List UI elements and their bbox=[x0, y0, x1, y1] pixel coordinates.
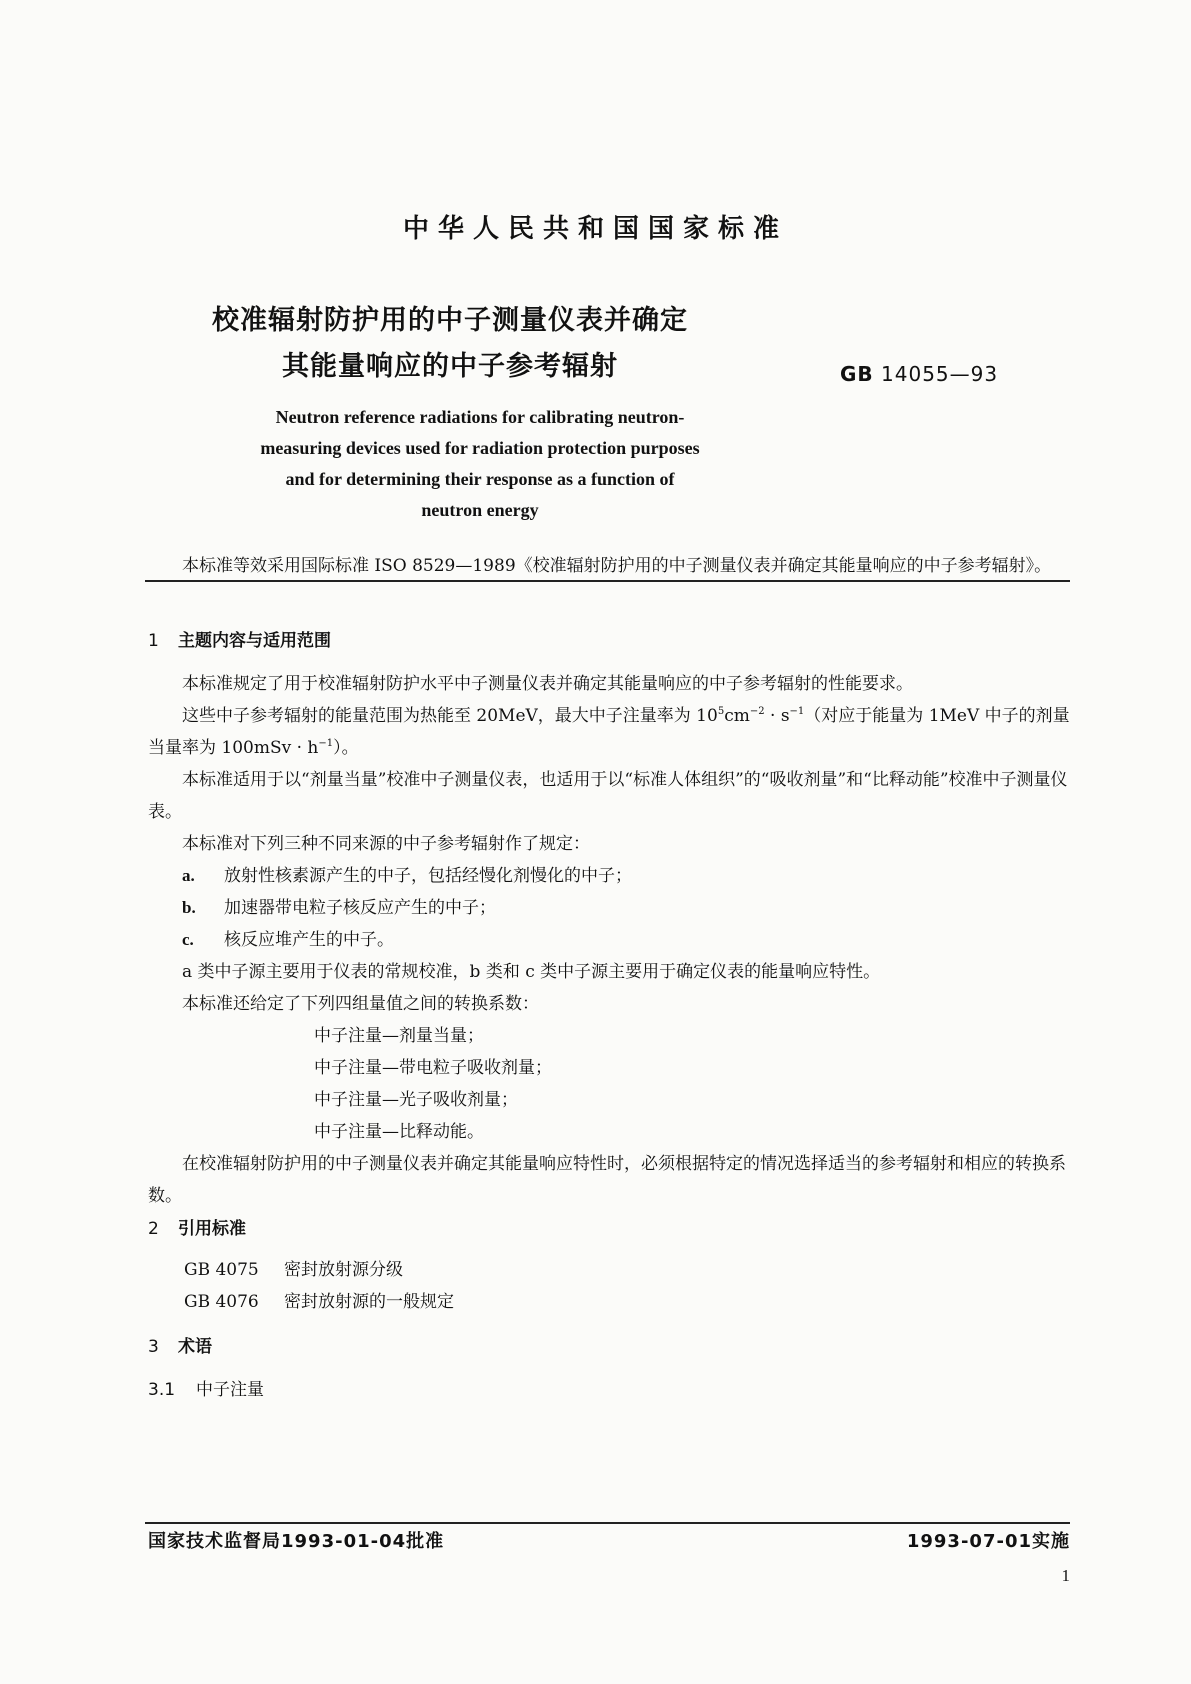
reference-item: GB 4076 密封放射源的一般规定 bbox=[184, 1292, 454, 1312]
section-1-paragraph-7: 在校准辐射防护用的中子测量仪表并确定其能量响应特性时，必须根据特定的情况选择适当的参考辐射和相应的转换系数。 bbox=[148, 1154, 1066, 1206]
section-3-number: 3 bbox=[148, 1337, 159, 1357]
page-number: 1 bbox=[1061, 1566, 1070, 1585]
section-2-title: 引用标准 bbox=[178, 1219, 246, 1239]
approval-note: 国家技术监督局1993-01-04批准 bbox=[148, 1531, 445, 1552]
section-1-title: 主题内容与适用范围 bbox=[178, 631, 331, 651]
footer-divider bbox=[145, 1522, 1070, 1524]
reference-item: GB 4075 密封放射源分级 bbox=[184, 1260, 403, 1280]
section-2-body bbox=[148, 1254, 1070, 1318]
document-type: 中华人民共和国国家标准 bbox=[402, 214, 788, 244]
chinese-title bbox=[150, 298, 750, 390]
section-1-paragraph-5: a 类中子源主要用于仪表的常规校准，b 类和 c 类中子源主要用于确定仪表的能量响应特性。 bbox=[182, 962, 881, 982]
section-1-number: 1 bbox=[148, 631, 159, 651]
chinese-title-line-2: 其能量响应的中子参考辐射 bbox=[282, 351, 618, 382]
english-title-line-3: and for determining their response as a function of bbox=[285, 469, 675, 489]
section-2-heading bbox=[148, 1214, 1070, 1239]
english-title-line-1: Neutron reference radiations for calibrating neutron- bbox=[275, 407, 685, 427]
section-1-paragraph-4: 本标准对下列三种不同来源的中子参考辐射作了规定： bbox=[182, 834, 590, 854]
standard-number bbox=[840, 362, 998, 386]
section-1-paragraph-6: 本标准还给定了下列四组量值之间的转换系数： bbox=[182, 994, 539, 1014]
section-1-paragraph-1: 本标准规定了用于校准辐射防护水平中子测量仪表并确定其能量响应的中子参考辐射的性能要求。 bbox=[182, 674, 913, 694]
section-1-paragraph-3: 本标准适用于以“剂量当量”校准中子测量仪表，也适用于以“标准人体组织”的“吸收剂量”和“比释动能”校准中子测量仪表。 bbox=[148, 770, 1068, 822]
section-1-body bbox=[148, 668, 1070, 1212]
subsection-3-1 bbox=[148, 1374, 1070, 1406]
english-title-line-2: measuring devices used for radiation protection purposes bbox=[260, 438, 700, 458]
intro-paragraph: 本标准等效采用国际标准 ISO 8529—1989《校准辐射防护用的中子测量仪表并确定其能量响应的中子参考辐射》。 bbox=[182, 556, 1052, 576]
standard-code: 14055—93 bbox=[881, 362, 999, 386]
section-3-heading bbox=[148, 1332, 1070, 1357]
standard-prefix: GB bbox=[840, 362, 874, 386]
effective-date: 1993-07-01实施 bbox=[906, 1531, 1070, 1552]
list-item: c. 核反应堆产生的中子。 bbox=[182, 930, 394, 950]
list-item: a. 放射性核素源产生的中子，包括经慢化剂慢化的中子； bbox=[182, 866, 632, 886]
intro-block bbox=[148, 550, 1070, 582]
conversion-item: 中子注量—比释动能。 bbox=[314, 1122, 484, 1142]
conversion-item: 中子注量—光子吸收剂量； bbox=[314, 1090, 518, 1110]
subsection-title: 中子注量 bbox=[196, 1380, 264, 1400]
conversion-item: 中子注量—带电粒子吸收剂量； bbox=[314, 1058, 552, 1078]
english-title-line-4: neutron energy bbox=[421, 500, 539, 520]
chinese-title-line-1: 校准辐射防护用的中子测量仪表并确定 bbox=[212, 305, 688, 336]
conversion-item: 中子注量—剂量当量； bbox=[314, 1026, 484, 1046]
section-2-number: 2 bbox=[148, 1219, 159, 1239]
subsection-number: 3.1 bbox=[148, 1380, 176, 1400]
section-1-paragraph-2: 这些中子参考辐射的能量范围为热能至 20MeV，最大中子注量率为 $10^5cm^{-2} \cdot s^{-1}$（对应于能量为 1MeV 中子的剂量当量率为 $100mSv \cdot h^{-1}$）。 bbox=[148, 706, 1070, 758]
section-3-title: 术语 bbox=[178, 1337, 212, 1357]
english-title bbox=[150, 402, 810, 526]
section-1-heading bbox=[148, 626, 1070, 651]
list-item: b. 加速器带电粒子核反应产生的中子； bbox=[182, 898, 496, 918]
